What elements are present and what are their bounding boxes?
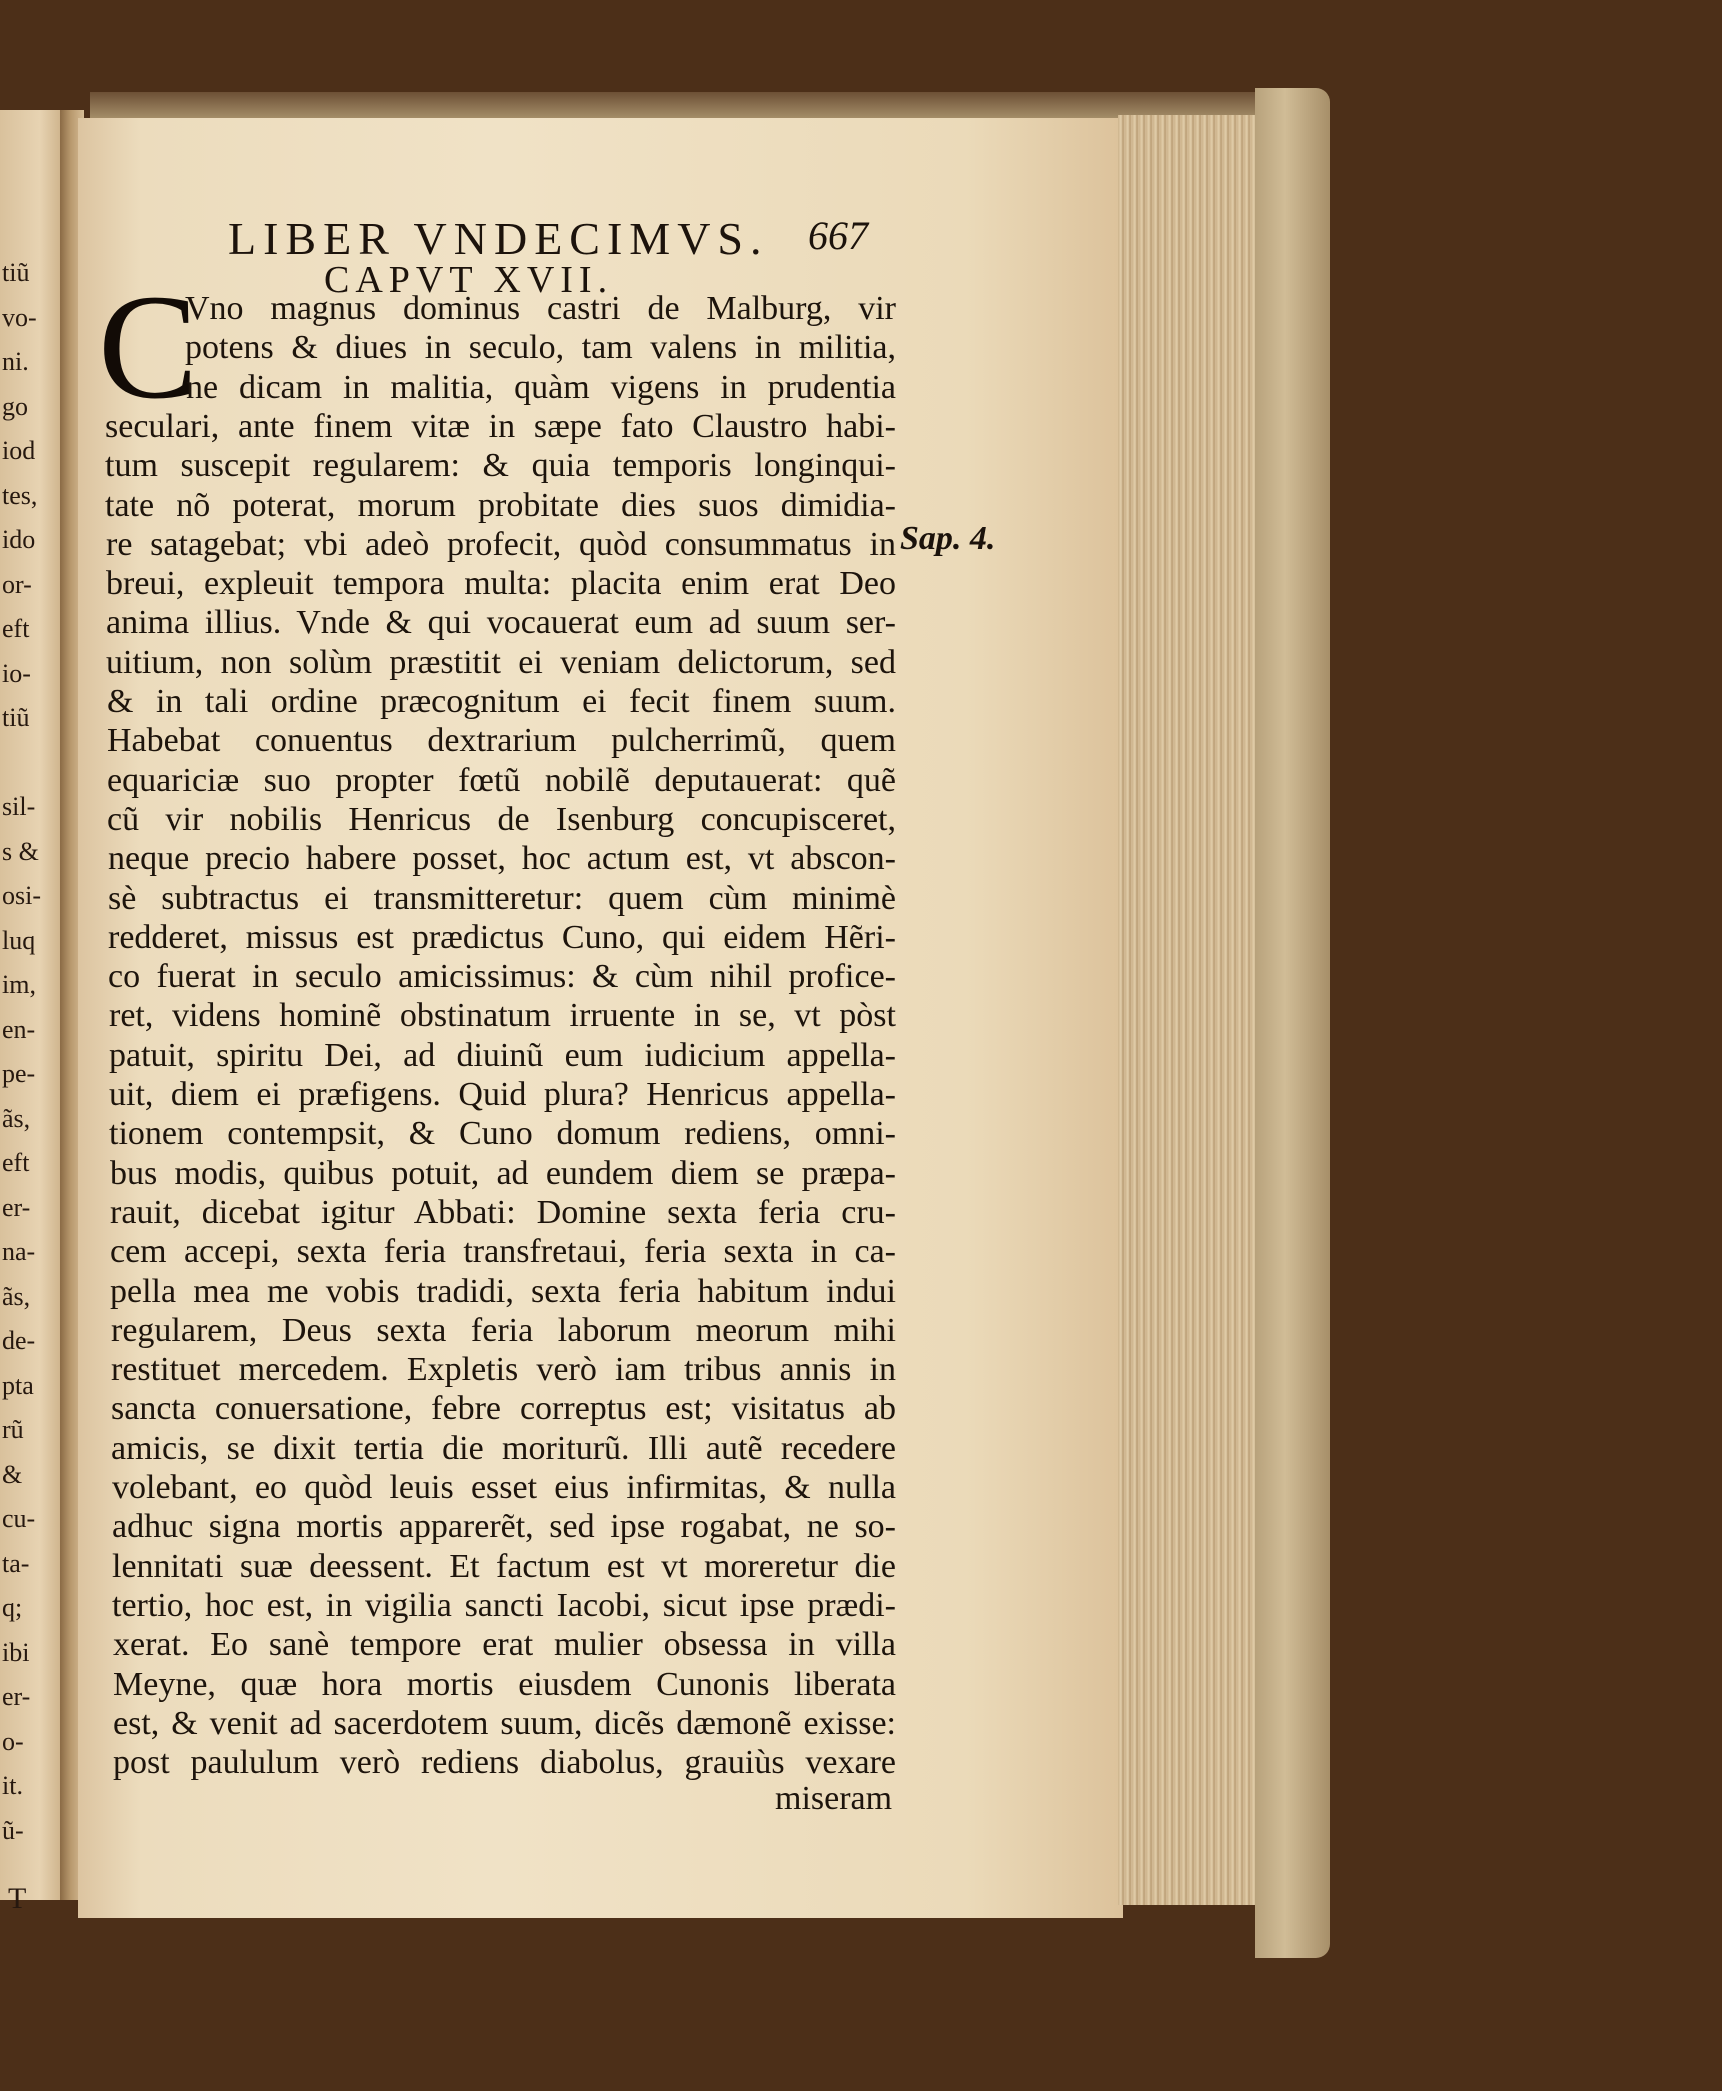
text-line: patuit, spiritu Dei, ad diuinũ eum iudicium appella- <box>109 1037 896 1074</box>
left-page-fragment: ni. <box>2 347 29 376</box>
text-line: ne dicam in malitia, quàm vigens in prudentia <box>186 369 896 406</box>
text-line: bus modis, quibus potuit, ad eundem diem se præpa- <box>110 1155 896 1192</box>
text-line: anima illius. Vnde & qui vocauerat eum ad suum ser- <box>106 604 896 641</box>
text-line: post paululum verò rediens diabolus, grauiùs vexare <box>113 1744 896 1781</box>
left-page-fragment: vo- <box>2 303 37 332</box>
left-page-fragment: or- <box>2 570 32 599</box>
left-page-fragment: o- <box>2 1727 24 1756</box>
left-page-fragment: ũ- <box>2 1816 24 1845</box>
left-page-fragment: io- <box>2 659 31 688</box>
left-page-fragment: go <box>2 392 28 421</box>
chapter-heading: CAPVT XVII. <box>324 259 614 301</box>
left-page-fragment: de- <box>2 1326 36 1355</box>
text-line: equariciæ suo propter fœtũ nobilẽ deputauerat: quẽ <box>107 762 896 799</box>
left-page-fragment: rũ <box>2 1415 24 1444</box>
text-line: rauit, dicebat igitur Abbati: Domine sexta feria cru- <box>110 1194 896 1231</box>
left-page-fragment: er- <box>2 1682 31 1711</box>
left-page-fragment: na- <box>2 1237 36 1266</box>
text-line: lennitati suæ deessent. Et factum est vt moreretur die <box>112 1548 896 1585</box>
left-page-fragment: q; <box>2 1593 23 1622</box>
left-page-fragment: en- <box>2 1015 36 1044</box>
text-line: co fuerat in seculo amicissimus: & cùm nihil profice- <box>108 958 896 995</box>
text-line: potens & diues in seculo, tam valens in militia, <box>185 329 896 366</box>
text-line: Vno magnus dominus castri de Malburg, vir <box>185 290 896 327</box>
text-line: uitium, non solùm præstitit ei veniam delictorum, sed <box>106 644 896 681</box>
left-page-fragment: tes, <box>2 481 38 510</box>
text-line: cem accepi, sexta feria transfretaui, feria sexta in ca- <box>110 1233 896 1270</box>
text-line: regularem, Deus sexta feria laborum meorum mihi <box>111 1312 896 1349</box>
left-page-fragment: ido <box>2 525 36 554</box>
text-line: tertio, hoc est, in vigilia sancti Iacobi, sicut ipse prædi- <box>112 1587 896 1624</box>
left-page-fragment: ãs, <box>2 1282 31 1311</box>
text-line: tum suscepit regularem: & quia temporis longinqui- <box>105 447 896 484</box>
text-line: uit, diem ei præfigens. Quid plura? Henricus appella- <box>109 1076 896 1113</box>
left-page-signature-mark: T <box>8 1882 27 1915</box>
text-line: sancta conuersatione, febre correptus est; visitatus ab <box>111 1390 896 1427</box>
left-page-fragment: s & <box>2 837 39 866</box>
text-line: xerat. Eo sanè tempore erat mulier obsessa in villa <box>113 1626 896 1663</box>
text-line: redderet, missus est prædictus Cuno, qui eidem Hẽri- <box>108 919 896 956</box>
text-line: est, & venit ad sacerdotem suum, dicẽs dæmonẽ exisse: <box>113 1705 896 1742</box>
left-page-fragment: luq <box>2 926 36 955</box>
text-line: pella mea me vobis tradidi, sexta feria habitum indui <box>110 1273 896 1310</box>
text-line: seculari, ante finem vitæ in sæpe fato Claustro habi- <box>105 408 896 445</box>
text-line: Habebat conuentus dextrarium pulcherrimũ, quem <box>107 722 896 759</box>
text-line: ret, videns hominẽ obstinatum irruente in se, vt pòst <box>109 997 896 1034</box>
left-page-fragment: iod <box>2 436 36 465</box>
text-line: sè subtractus ei transmitteretur: quem cùm minimè <box>108 880 896 917</box>
text-line: Meyne, quæ hora mortis eiusdem Cunonis liberata <box>113 1666 896 1703</box>
left-page-fragment: pe- <box>2 1059 36 1088</box>
text-line: cũ vir nobilis Henricus de Isenburg concupisceret, <box>107 801 896 838</box>
text-line: amicis, se dixit tertia die moriturũ. Illi autẽ recedere <box>111 1430 896 1467</box>
left-page-fragment: ibi <box>2 1638 30 1667</box>
left-page-fragment: osi- <box>2 881 41 910</box>
text-line: restituet mercedem. Expletis verò iam tribus annis in <box>111 1351 896 1388</box>
running-head: LIBER VNDECIMVS. <box>228 213 769 264</box>
left-page-fragment: ta- <box>2 1549 30 1578</box>
catchword: miseram <box>775 1780 893 1817</box>
drop-cap: C <box>98 264 199 430</box>
left-page-fragment: er- <box>2 1193 31 1222</box>
text-line: neque precio habere posset, hoc actum est, vt abscon- <box>108 840 896 877</box>
left-page-fragment: eft <box>2 614 30 643</box>
folio-number: 667 <box>808 213 868 258</box>
left-page-fragment: cu- <box>2 1504 36 1533</box>
marginal-note: Sap. 4. <box>900 520 996 557</box>
left-page-fragment: it. <box>2 1771 23 1800</box>
left-page-fragment: sil- <box>2 792 36 821</box>
text-line: re satagebat; vbi adeò profecit, quòd consummatus in <box>106 526 896 563</box>
left-page-fragment: eft <box>2 1148 30 1177</box>
text-line: & in tali ordine præcognitum ei fecit finem suum. <box>107 683 896 720</box>
text-line: adhuc signa mortis apparerẽt, sed ipse rogabat, ne so- <box>112 1508 896 1545</box>
left-page-fragment: tiũ <box>2 258 30 287</box>
left-page-fragment: pta <box>2 1371 34 1400</box>
left-page-fragment: tiũ <box>2 703 30 732</box>
left-page-fragment: & <box>2 1460 23 1489</box>
left-page-fragment: im, <box>2 970 36 999</box>
text-line: tionem contempsit, & Cuno domum rediens, omni- <box>109 1115 896 1152</box>
left-page-fragment: ãs, <box>2 1104 31 1133</box>
text-line: volebant, eo quòd leuis esset eius infirmitas, & nulla <box>112 1469 896 1506</box>
text-line: tate nõ poterat, morum probitate dies suos dimidia- <box>105 487 896 524</box>
text-line: breui, expleuit tempora multa: placita enim erat Deo <box>106 565 896 602</box>
